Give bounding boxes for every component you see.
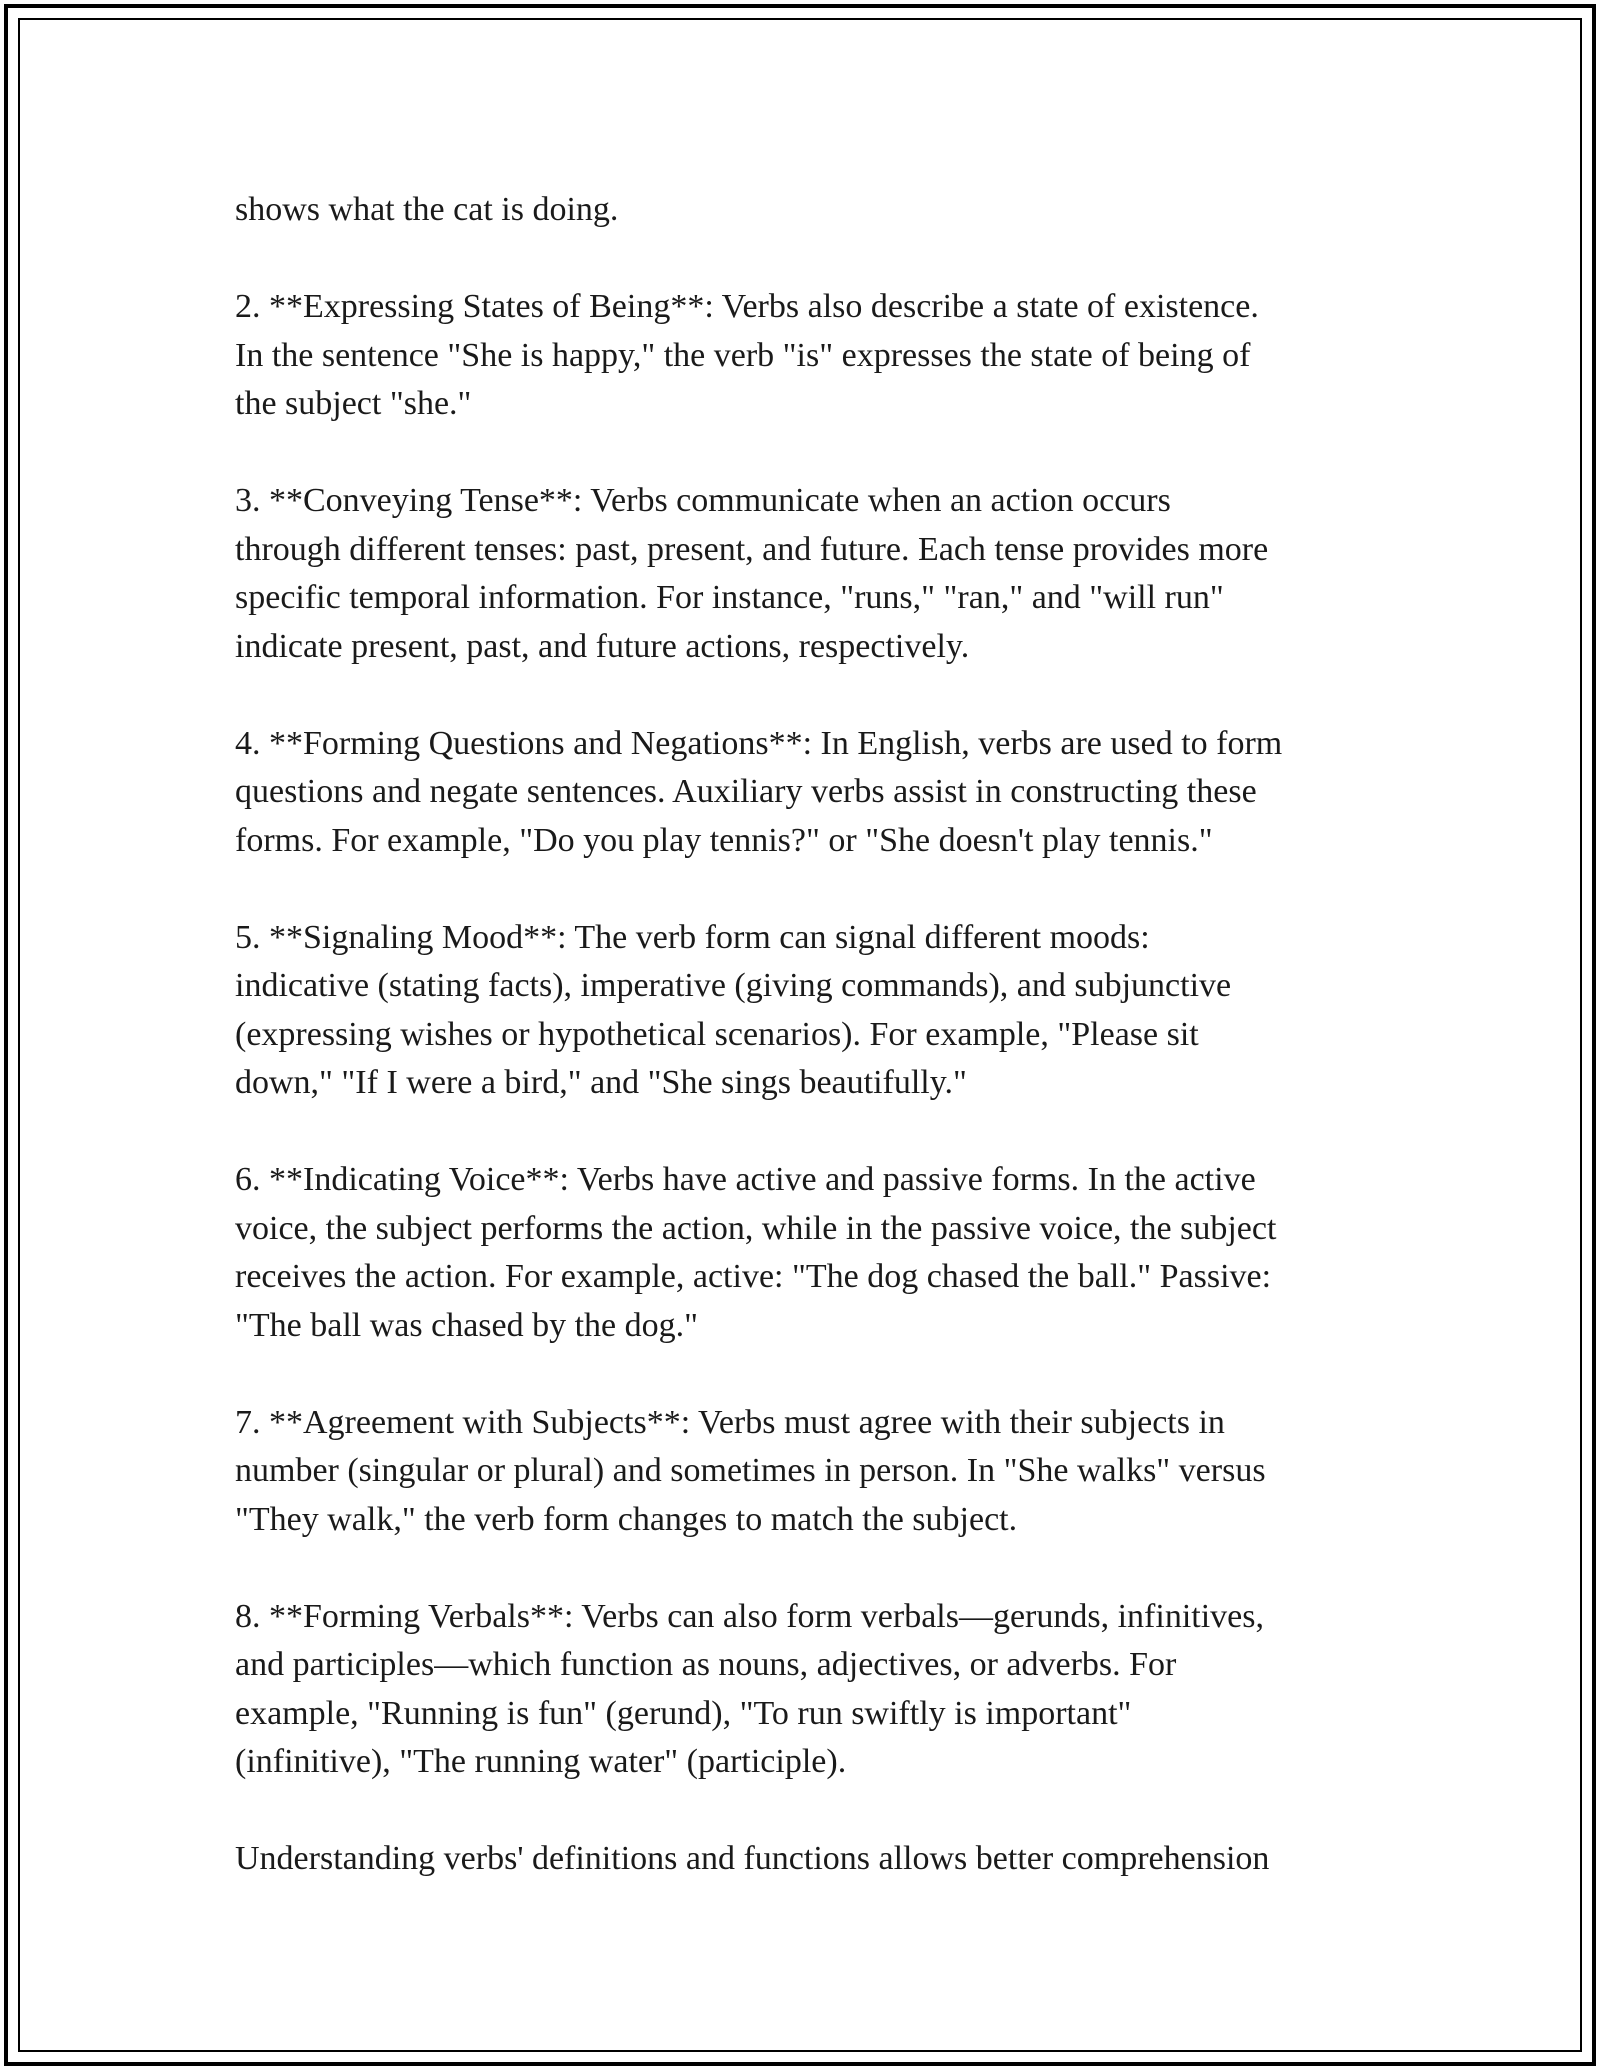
text-line: specific temporal information. For instance, "runs," "ran," and "will run" <box>235 579 1224 616</box>
text-line: indicative (stating facts), imperative (giving commands), and subjunctive <box>235 967 1232 1004</box>
text-line: voice, the subject performs the action, while in the passive voice, the subject <box>235 1209 1277 1247</box>
text-line: down," "If I were a bird," and "She sings beautifully." <box>235 1064 967 1101</box>
paragraph <box>235 186 1385 235</box>
text-line: questions and negate sentences. Auxiliary verbs assist in constructing these <box>235 773 1257 810</box>
text-line: the subject "she." <box>235 385 472 422</box>
text-line: Understanding verbs' definitions and functions allows better comprehension <box>235 1840 1270 1877</box>
text-line: (expressing wishes or hypothetical scenarios). For example, "Please sit <box>235 1015 1199 1053</box>
text-line: and participles—which function as nouns, adjectives, or adverbs. For <box>235 1646 1177 1683</box>
text-line: 2. **Expressing States of Being**: Verbs also describe a state of existence. <box>235 288 1259 325</box>
text-line: "The ball was chased by the dog." <box>235 1306 699 1344</box>
text-line: shows what the cat is doing. <box>235 191 619 228</box>
paragraph <box>235 283 1385 429</box>
text-line: 6. **Indicating Voice**: Verbs have active and passive forms. In the active <box>235 1161 1256 1198</box>
text-line: 4. **Forming Questions and Negations**: In English, verbs are used to form <box>235 724 1283 762</box>
text-line: forms. For example, "Do you play tennis?" or "She doesn't play tennis." <box>235 821 1213 859</box>
paragraph <box>235 914 1385 1108</box>
text-line: (infinitive), "The running water" (participle). <box>235 1743 847 1780</box>
paragraph <box>235 1593 1385 1787</box>
paragraph <box>235 720 1385 866</box>
paragraph <box>235 477 1385 671</box>
document-body <box>235 186 1385 1932</box>
text-line: number (singular or plural) and sometimes in person. In "She walks" versus <box>235 1452 1266 1489</box>
text-line: example, "Running is fun" (gerund), "To run swiftly is important" <box>235 1694 1132 1732</box>
text-line: 7. **Agreement with Subjects**: Verbs must agree with their subjects in <box>235 1403 1225 1441</box>
text-line: 8. **Forming Verbals**: Verbs can also form verbals—gerunds, infinitives, <box>235 1597 1264 1635</box>
text-line: In the sentence "She is happy," the verb "is" expresses the state of being of <box>235 336 1251 374</box>
text-line: receives the action. For example, active: "The dog chased the ball." Passive: <box>235 1258 1272 1295</box>
paragraph <box>235 1835 1385 1884</box>
text-line: "They walk," the verb form changes to match the subject. <box>235 1500 1018 1538</box>
text-line: through different tenses: past, present, and future. Each tense provides more <box>235 530 1269 568</box>
paragraph <box>235 1156 1385 1350</box>
paragraph <box>235 1399 1385 1545</box>
text-line: indicate present, past, and future actions, respectively. <box>235 627 970 665</box>
text-line: 5. **Signaling Mood**: The verb form can signal different moods: <box>235 918 1150 956</box>
text-line: 3. **Conveying Tense**: Verbs communicate when an action occurs <box>235 482 1171 519</box>
